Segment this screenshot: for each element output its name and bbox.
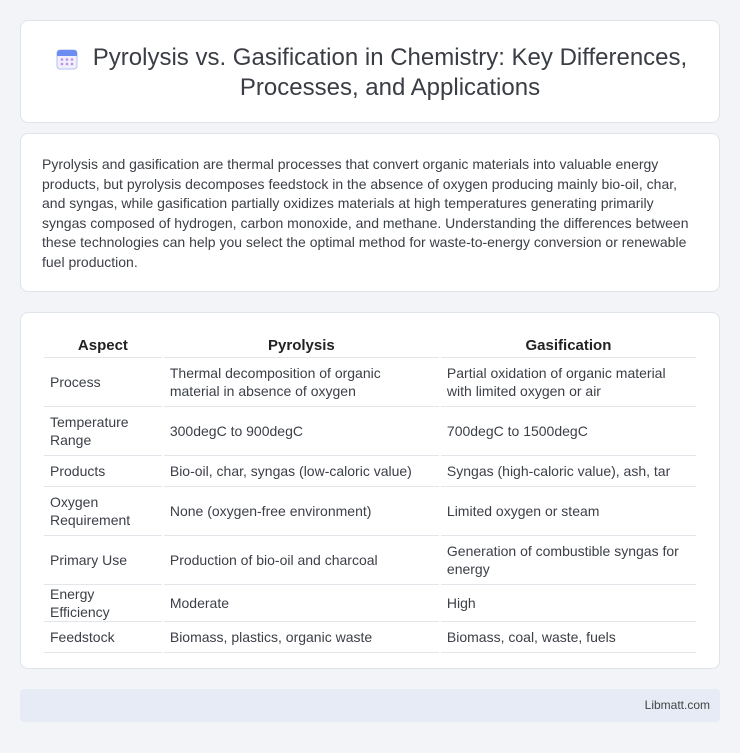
table-row [44,622,696,653]
row-aspect: Oxygen Requirement [44,487,162,536]
title-card [20,20,720,123]
page-title: Pyrolysis vs. Gasification in Chemistry: Key Differences, Processes, and Applications [92,44,688,101]
table-row [44,407,696,456]
row-pyrolysis: Biomass, plastics, organic waste [164,622,439,653]
comparison-table [42,332,698,653]
intro-card [20,133,720,292]
table-row [44,358,696,407]
row-aspect: Products [44,456,162,487]
row-pyrolysis: Moderate [164,585,439,622]
row-gasification: Generation of combustible syngas for energy [441,536,696,585]
footer [20,689,720,722]
table-row [44,536,696,585]
table-row [44,456,696,487]
row-gasification: Partial oxidation of organic material with limited oxygen or air [441,358,696,407]
comparison-card [20,312,720,669]
row-gasification: Syngas (high-caloric value), ash, tar [441,456,696,487]
row-gasification: Biomass, coal, waste, fuels [441,622,696,653]
header-aspect: Aspect [44,332,162,358]
row-aspect: Feedstock [44,622,162,653]
row-pyrolysis: 300degC to 900degC [164,407,439,456]
footer-brand[interactable]: Libmatt.com [644,698,710,712]
table-row [44,585,696,622]
row-aspect: Energy Efficiency [44,585,162,622]
table-row [44,487,696,536]
table-header-row [44,332,696,358]
row-aspect: Process [44,358,162,407]
row-pyrolysis: Bio-oil, char, syngas (low-caloric value) [164,456,439,487]
intro-text: Pyrolysis and gasification are thermal processes that convert organic materials into valuable energy products, but pyrolysis decomposes feedstock in the absence of oxygen producing mainly bio-oil, char, and syngas, while gasification partially oxidizes materials at high temperatures generating primarily syngas composed of hydrogen, carbon monoxide, and methane. Understanding the differences between these technologies can help you select the optimal method for waste-to-energy conversion or renewable fuel production. [42,156,689,270]
row-pyrolysis: None (oxygen-free environment) [164,487,439,536]
row-gasification: Limited oxygen or steam [441,487,696,536]
header-pyrolysis: Pyrolysis [164,332,439,358]
row-gasification: High [441,585,696,622]
row-aspect: Temperature Range [44,407,162,456]
row-aspect: Primary Use [44,536,162,585]
header-gasification: Gasification [441,332,696,358]
row-pyrolysis: Thermal decomposition of organic material in absence of oxygen [164,358,439,407]
row-pyrolysis: Production of bio-oil and charcoal [164,536,439,585]
row-gasification: 700degC to 1500degC [441,407,696,456]
